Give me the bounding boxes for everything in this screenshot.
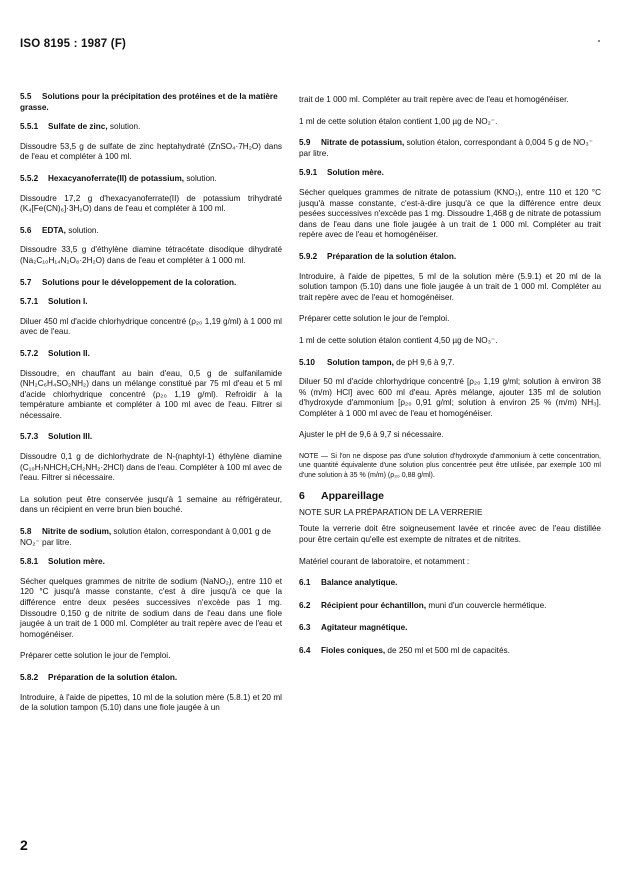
heading-5-7-1: 5.7.1 Solution I.: [20, 297, 88, 307]
paragraph: Préparer cette solution le jour de l'emploi.: [20, 651, 171, 661]
paragraph: Dissoudre 17,2 g d'hexacyanoferrate(II) de potassium trihydraté (K₄[Fe(CN)₆]·3H₂O) dans de l'eau et compléter à 100 ml.: [20, 193, 282, 214]
paragraph: trait de 1 000 ml. Compléter au trait repère avec de l'eau et homogénéiser.: [299, 95, 569, 104]
heading-5-10: 5.10 Solution tampon, de pH 9,6 à 9,7.: [299, 357, 455, 367]
paragraph: La solution peut être conservée jusqu'à 1 semaine au réfrigérateur, dans un récipient en verre brun bien bouché.: [20, 494, 282, 515]
heading-5-7: 5.7 Solutions pour le développement de la coloration.: [20, 277, 237, 287]
heading-6-2: 6.2 Récipient pour échantillon, muni d'un couvercle hermétique.: [299, 600, 547, 610]
paragraph: Préparer cette solution le jour de l'emploi.: [299, 314, 450, 324]
heading-6-3: 6.3 Agitateur magnétique.: [299, 623, 408, 633]
heading-5-9-2: 5.9.2 Préparation de la solution étalon.: [299, 251, 457, 261]
heading-5-7-3: 5.7.3 Solution III.: [20, 432, 93, 442]
heading-5-6: 5.6 EDTA, solution.: [20, 225, 99, 235]
paragraph: Diluer 450 ml d'acide chlorhydrique concentré (ρ₂₀ 1,19 g/ml) à 1 000 ml avec de l'eau.: [20, 316, 282, 337]
heading-5-7-2: 5.7.2 Solution II.: [20, 348, 90, 358]
paragraph: Diluer 50 ml d'acide chlorhydrique concentré [ρ₂₀ 1,19 g/ml; solution à environ 38 % (m/m) HCl] avec 600 ml d'eau. Après mélange, ajouter 135 ml de solution d'hydroxyde d'ammonium [ρ₂₀ 0,91 g/ml; solution à environ 25 % (m/m) NH₃]. Compléter à 1 000 ml avec de l'eau et homogénéiser.: [299, 377, 601, 418]
paragraph: Ajuster le pH de 9,6 à 9,7 si nécessaire.: [299, 430, 444, 440]
heading-5-5: 5.5 Solutions pour la précipitation des protéines et de la matière grasse.: [20, 92, 278, 112]
heading-6-1: 6.1 Balance analytique.: [299, 578, 398, 588]
document-header: ISO 8195 : 1987 (F): [20, 38, 127, 50]
paragraph: 1 ml de cette solution étalon contient 4,50 µg de NO₃⁻.: [299, 335, 498, 345]
paragraph: Dissoudre 0,1 g de dichlorhydrate de N-(naphtyl-1) éthylène diamine (C₁₀H₇NHCH₂CH₂NH₂·2HCl) dans de l'eau. Compléter à 100 ml avec de l'eau. Filtrer si nécessaire.: [20, 452, 282, 483]
paragraph: 1 ml de cette solution étalon contient 1,00 µg de NO₂⁻.: [299, 116, 498, 126]
paragraph: Sécher quelques grammes de nitrate de potassium (KNO₃), entre 110 et 120 °C jusqu'à masse constante, c'est-à-dire jusqu'à ce que la différence entre deux pesées successives n'excède pas 1 mg. Dissoudre 1,468 g de nitrate de potassium dans de l'eau dans une fiole jaugée à un trait de 1 000 ml. Compléter au trait repère avec de l'eau et homogénéiser.: [299, 187, 601, 240]
paragraph: Toute la verrerie doit être soigneusement lavée et rincée avec de l'eau distillée pour être certain qu'elle est exempte de nitrates et de nitrites.: [299, 524, 601, 545]
heading-5-5-1: 5.5.1 Sulfate de zinc, solution.: [20, 122, 141, 132]
scan-speck: [598, 40, 600, 42]
paragraph: Dissoudre 33,5 g d'éthylène diamine tétracétate disodique dihydraté (Na₂C₁₀H₁₄N₂O₈·2H₂O) dans de l'eau et compléter à 1 000 ml.: [20, 245, 282, 265]
paragraph: Matériel courant de laboratoire, et notamment :: [299, 556, 470, 566]
heading-6-4: 6.4 Fioles coniques, de 250 ml et 500 ml de capacités.: [299, 646, 510, 656]
page-number: 2: [20, 837, 28, 853]
heading-5-9-1: 5.9.1 Solution mère.: [299, 168, 384, 178]
heading-5-5-2: 5.5.2 Hexacyanoferrate(II) de potassium, solution.: [20, 173, 217, 183]
note-title: NOTE SUR LA PRÉPARATION DE LA VERRERIE: [299, 507, 483, 517]
heading-5-8-2: 5.8.2 Préparation de la solution étalon.: [20, 672, 178, 682]
paragraph: Sécher quelques grammes de nitrite de sodium (NaNO₂), entre 110 et 120 °C jusqu'à masse constante, c'est à dire jusqu'à ce que la différence entre deux pesées successives n'excède pas 1 mg. Dissoudre 0,150 g de nitrite de sodium dans de l'eau dans une fiole jaugée à un trait de 1 000 ml. Compléter au trait repère avec de l'eau et homogénéiser.: [20, 576, 282, 639]
heading-5-8-1: 5.8.1 Solution mère.: [20, 557, 105, 567]
paragraph: Dissoudre 53,5 g de sulfate de zinc heptahydraté (ZnSO₄·7H₂O) dans de l'eau et compléter à 100 ml.: [20, 141, 282, 162]
heading-5-8: 5.8 Nitrite de sodium, solution étalon, correspondant à 0,001 g de NO₂⁻ par litre.: [20, 527, 271, 547]
heading-6: 6 Appareillage: [299, 490, 385, 503]
left-column: [20, 92, 282, 725]
paragraph: Dissoudre, en chauffant au bain d'eau, 0,5 g de sulfanilamide (NH₂C₆H₄SO₂NH₂) dans un mélange constitué par 75 ml d'eau et 5 ml d'acide chlorhydrique concentré (ρ₂₀ 1,19 g/ml). Refroidir à la température ambiante et compléter à 100 ml avec de l'eau. Filtrer si nécessaire.: [20, 368, 282, 420]
heading-5-9: 5.9 Nitrate de potassium, solution étalon, correspondant à 0,004 5 g de NO₃⁻ par litre.: [299, 138, 594, 158]
paragraph: Introduire, à l'aide de pipettes, 5 ml de la solution mère (5.9.1) et 20 ml de la solution tampon (5.10) dans une fiole jaugée à un trait de 1 000 ml. Compléter au trait repère avec de l'eau et homogénéiser.: [299, 271, 601, 302]
note: NOTE — Si l'on ne dispose pas d'une solution d'hydroxyde d'ammonium à cette concentration, une quantité équivalente d'une solution plus concentrée peut être utilisée, par exemple 100 ml d'une solution à 35 % (m/m) (ρ₂₀ 0,88 g/ml).: [299, 453, 601, 479]
right-column: [299, 95, 601, 666]
paragraph: Introduire, à l'aide de pipettes, 10 ml de la solution mère (5.8.1) et 20 ml de la solution tampon (5.10) dans une fiole jaugée à un: [20, 692, 282, 713]
